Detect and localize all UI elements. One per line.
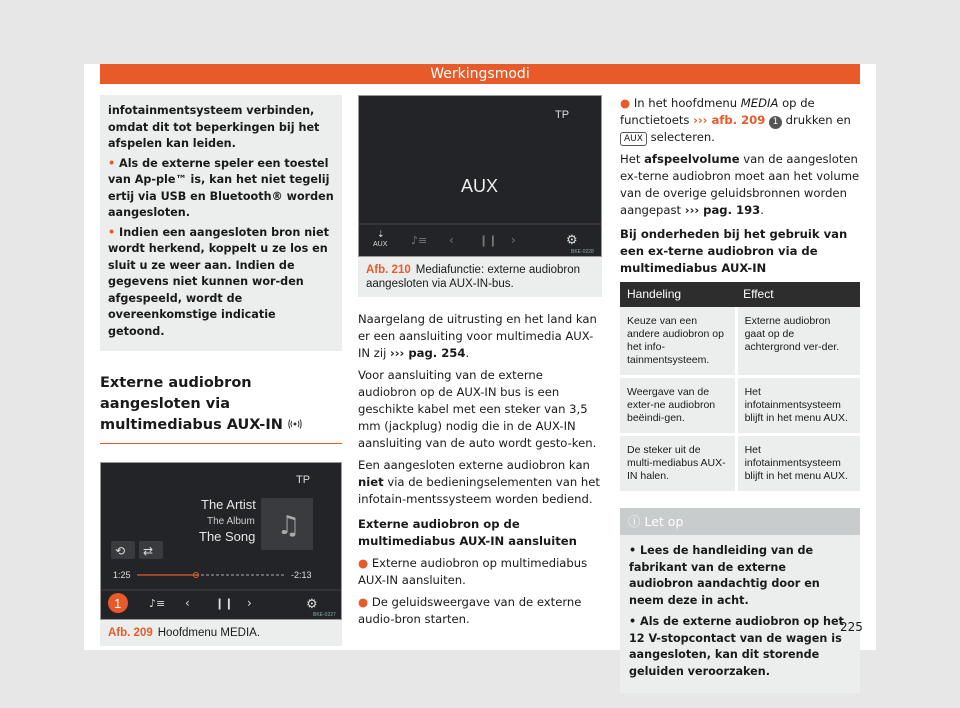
page-ref: ››› pag. 254 xyxy=(390,346,466,360)
subheading-connect: Externe audiobron op de multimediabus AUX-IN aansluiten xyxy=(358,517,577,548)
aux-screen-figure xyxy=(358,95,602,257)
aux-source-label: AUX xyxy=(461,176,499,196)
repeat-icon: ⟲ xyxy=(115,544,126,558)
paragraph-control: Een aangesloten externe audiobron kan niet via de bedieningselementen van het infotain-mentssysteem worden bediend. xyxy=(358,458,600,506)
media-source-icon: ♪≡ xyxy=(411,234,428,247)
aux-key-icon: AUX xyxy=(620,132,647,146)
bullet-icon: • xyxy=(629,615,641,628)
figure-label: Afb. 209 xyxy=(108,627,153,639)
table-row: Keuze van een andere audiobron op het info-tainmentsysteem. Externe audiobron gaat op de achtergrond ver-der. xyxy=(620,307,860,377)
page-number: 225 xyxy=(840,620,863,634)
time-elapsed: 1:25 xyxy=(113,570,131,580)
paragraph-availability: Naargelang de uitrusting en het land kan er een aansluiting voor multimedia AUX-IN zij ››› pag. 254. xyxy=(358,312,597,360)
figure-code: BKE-0227 xyxy=(313,612,336,618)
info-icon: ⓘ xyxy=(628,514,645,529)
bullet-icon: ● xyxy=(358,556,372,570)
table-row: Weergave van de exter-ne audiobron beëindi-gen. Het infotainmentsysteem blijft in het menu AUX. xyxy=(620,377,860,435)
previous-icon: ‹ xyxy=(185,596,190,610)
settings-gear-icon: ⚙ xyxy=(566,233,578,248)
media-source-icon: ♪≡ xyxy=(149,597,166,610)
step-select-aux: ● In het hoofdmenu MEDIA op de functietoets ››› afb. 209 1 drukken en AUX selecteren. xyxy=(620,96,851,144)
note-item: • Als de externe audiobron op het 12 V-stopcontact van de wagen is aangesloten, kan dit storende geluiden veroorzaken. xyxy=(629,615,844,678)
shuffle-icon: ⇄ xyxy=(143,544,154,558)
song-label: The Song xyxy=(199,529,256,544)
aux-signal-icon xyxy=(288,419,302,429)
table-row: De steker uit de multi-mediabus AUX-IN halen. Het infotainmentsysteem blijft in het menu AUX. xyxy=(620,435,860,493)
callout-1-icon: 1 xyxy=(769,116,782,129)
figure-code: BKE-0228 xyxy=(571,249,594,255)
tp-label: TP xyxy=(296,474,311,486)
box-line-1: infotainmentsysteem verbinden, omdat dit tot beperkingen bij het afspelen kan leiden. xyxy=(108,104,320,150)
box-line-2: • Als de externe speler een toestel van Ap-ple™ is, kan het niet tegelij ertij via USB en Bluetooth® worden aangesloten. xyxy=(108,156,334,219)
figure-210-caption xyxy=(358,257,602,297)
pause-icon: ❙❙ xyxy=(215,597,234,610)
next-icon: › xyxy=(247,596,252,610)
step-connect: ● Externe audiobron op multimediabus AUX-IN aansluiten. xyxy=(358,556,588,587)
box-line-3: • Indien een aangesloten bron niet wordt herkend, koppelt u ze los en sluit u ze weer aan. Indien de gegevens niet kunnen wor-den afgespeeld, wordt de overeenkomstige indicatie getoond. xyxy=(108,225,329,338)
aux-media-illustration xyxy=(359,96,601,256)
bullet-icon: ● xyxy=(358,595,372,609)
media-screen-figure xyxy=(100,462,342,620)
column-2 xyxy=(358,95,602,633)
callout-1-label: 1 xyxy=(114,596,122,611)
next-icon: › xyxy=(511,233,516,247)
continued-warning-box xyxy=(100,95,342,351)
figure-ref: ››› afb. 209 xyxy=(693,113,766,127)
paragraph-cable: Voor aansluiting van de externe audiobron op de AUX-IN bus is een geschikte kabel met een steker van 3,5 mm (jackplug) nodig die in de AUX-IN aansluiting van de auto wordt gesto-ken. xyxy=(358,368,597,450)
note-header: ⓘ Let op xyxy=(620,508,860,535)
bullet-icon: • xyxy=(108,225,120,239)
table-header-effect: Effect xyxy=(736,282,860,307)
figure-caption-text: Hoofdmenu MEDIA. xyxy=(157,627,261,639)
aux-behaviour-table xyxy=(620,282,860,494)
bullet-icon: ● xyxy=(620,96,634,110)
album-label: The Album xyxy=(207,516,255,527)
column-1 xyxy=(100,95,342,646)
note-body xyxy=(620,535,860,693)
media-main-menu-illustration xyxy=(101,463,341,619)
note-box xyxy=(620,508,860,693)
table-title: Bij onderheden bij het gebruik van een ex-terne audiobron via de multimediabus AUX-IN xyxy=(620,227,848,275)
aux-plug-icon: ⇣ xyxy=(377,230,385,240)
table-header-action: Handeling xyxy=(620,282,736,307)
bullet-icon: • xyxy=(629,544,641,557)
tp-label: TP xyxy=(555,109,570,121)
figure-209-caption xyxy=(100,620,342,646)
bullet-icon: • xyxy=(108,156,120,170)
previous-icon: ‹ xyxy=(449,233,454,247)
note-item: • Lees de handleiding van de fabrikant van de externe audiobron aandachtig door en neem deze in acht. xyxy=(629,544,820,607)
section-title: Externe audiobron aangesloten via multimediabus AUX-IN xyxy=(100,373,342,444)
paragraph-volume: Het afspeelvolume van de aangesloten ex-terne audiobron moet aan het volume van de overige geluidsbronnen worden aangepast ››› pag. 193. xyxy=(620,152,860,217)
chapter-header: Werkingsmodi xyxy=(100,64,860,84)
page-ref: ››› pag. 193 xyxy=(684,203,761,217)
pause-icon: ❙❙ xyxy=(479,234,498,247)
time-remaining: -2:13 xyxy=(291,570,312,580)
aux-tab-label: AUX xyxy=(373,241,388,248)
figure-label: Afb. 210 xyxy=(366,264,411,276)
settings-gear-icon: ⚙ xyxy=(306,597,318,612)
music-note-icon: ♫ xyxy=(277,511,301,541)
column-3 xyxy=(620,95,860,693)
step-start-playback: ● De geluidsweergave van de externe audio-bron starten. xyxy=(358,595,582,626)
artist-label: The Artist xyxy=(201,497,256,512)
figure-caption-text: Mediafunctie: externe audiobron aangesloten via AUX-IN-bus. xyxy=(366,264,581,290)
